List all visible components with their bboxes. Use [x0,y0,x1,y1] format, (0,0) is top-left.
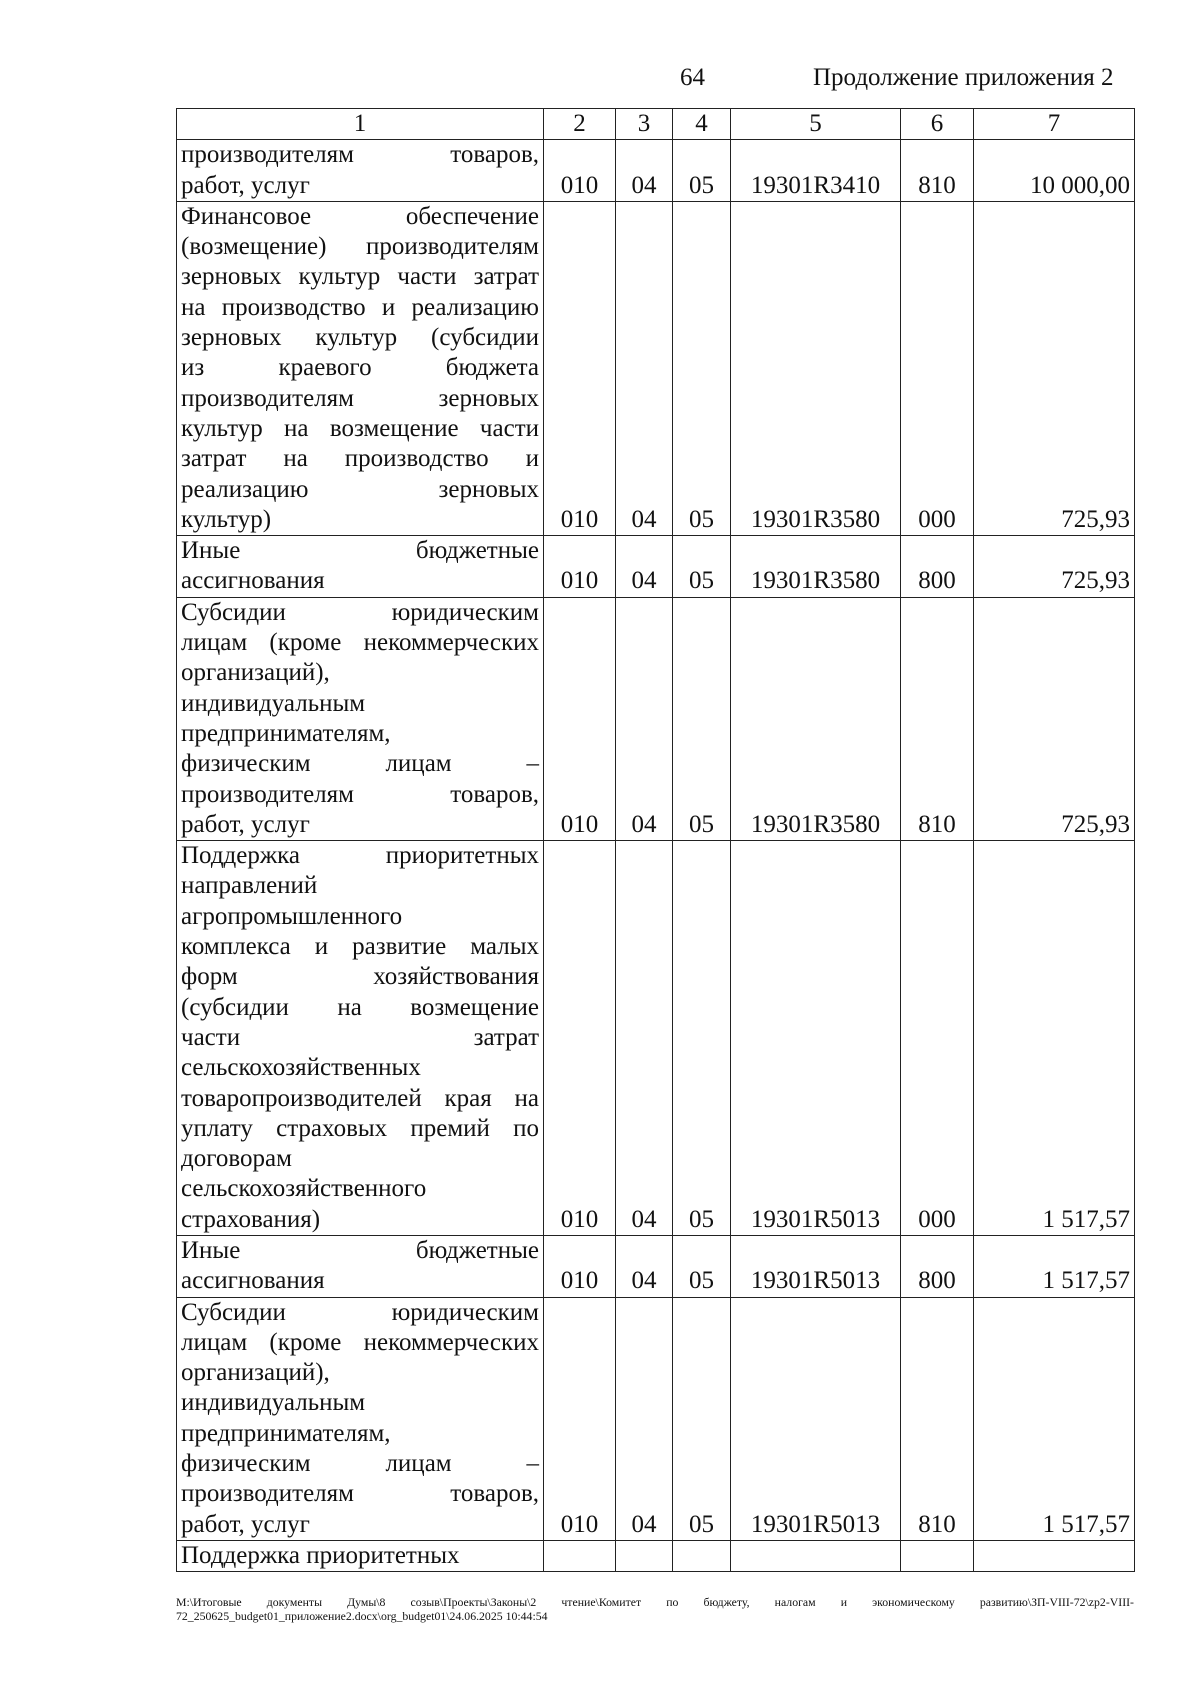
expense-type-cell: 800 [901,536,974,598]
table-row [177,1235,1135,1297]
description-line: ассигнования [181,1267,325,1295]
description-line: производителям зерновых [181,384,539,412]
description-cell [177,841,544,1236]
description-cell [177,1297,544,1540]
description-line: производителям товаров, [181,1480,539,1508]
section-code-cell: 010 [544,140,616,202]
table-row [177,536,1135,598]
amount-cell: 725,93 [974,597,1135,840]
table-row [177,201,1135,535]
section-code-cell: 010 [544,597,616,840]
column-header: 4 [673,109,731,140]
description-line: предпринимателям, [181,719,391,747]
description-line: Субсидии юридическим [181,1298,539,1326]
description-line: договорам [181,1145,292,1173]
description-line: из краевого бюджета [181,354,539,382]
description-line: физическим лицам – [181,1450,539,1478]
expense-type-cell: 810 [901,597,974,840]
description-line: работ, услуг [181,810,310,838]
table-row [177,1297,1135,1540]
section-code-cell: 010 [544,841,616,1236]
description-line: лицам (кроме некоммерческих [181,1328,539,1356]
description-line: части затрат [181,1023,539,1051]
table-row [177,1540,1135,1571]
target-article-cell: 19301R5013 [731,841,901,1236]
description-line: (возмещение) производителям [181,233,539,261]
target-article-cell: 19301R3410 [731,140,901,202]
subsection-code-cell: 05 [673,1235,731,1297]
table-header-row [177,109,1135,140]
description-cell [177,1540,544,1571]
amount-cell: 1 517,57 [974,841,1135,1236]
description-line: работ, услуг [181,1510,310,1538]
section-code-cell: 010 [544,536,616,598]
subsection-code-cell [673,1540,731,1571]
description-line: на производство и реализацию [181,293,539,321]
column-header: 1 [177,109,544,140]
table-row [177,841,1135,1236]
amount-cell: 1 517,57 [974,1235,1135,1297]
expense-type-cell [901,1540,974,1571]
description-line: индивидуальным [181,1389,366,1417]
description-cell [177,201,544,535]
description-line: агропромышленного [181,902,403,930]
subsection-code-cell: 05 [673,140,731,202]
description-cell [177,1235,544,1297]
subsection-code-cell: 05 [673,536,731,598]
subsection-code-cell: 05 [673,841,731,1236]
description-line: Иные бюджетные [181,1236,539,1264]
description-line: сельскохозяйственных [181,1054,421,1082]
expense-type-cell: 800 [901,1235,974,1297]
target-article-cell: 19301R3580 [731,536,901,598]
amount-cell: 1 517,57 [974,1297,1135,1540]
expense-type-cell: 000 [901,841,974,1236]
continuation-label: Продолжение приложения 2 [813,64,1114,91]
description-line: Поддержка приоритетных [181,842,539,870]
section-code-cell [544,1540,616,1571]
description-line: культур) [181,505,272,533]
column-header: 5 [731,109,901,140]
description-line: организаций), [181,1359,330,1387]
description-line: Поддержка приоритетных [181,1541,460,1569]
amount-cell: 725,93 [974,536,1135,598]
column-header: 7 [974,109,1135,140]
description-line: работ, услуг [181,171,310,199]
chapter-code-cell: 04 [616,1297,673,1540]
chapter-code-cell: 04 [616,201,673,535]
section-code-cell: 010 [544,1297,616,1540]
chapter-code-cell [616,1540,673,1571]
amount-cell [974,1540,1135,1571]
section-code-cell: 010 [544,201,616,535]
target-article-cell [731,1540,901,1571]
section-code-cell: 010 [544,1235,616,1297]
chapter-code-cell: 04 [616,841,673,1236]
description-line: физическим лицам – [181,750,539,778]
description-cell [177,597,544,840]
chapter-code-cell: 04 [616,536,673,598]
table-row [177,140,1135,202]
target-article-cell: 19301R5013 [731,1235,901,1297]
description-line: (субсидии на возмещение [181,993,539,1021]
description-cell [177,536,544,598]
description-line: уплату страховых премий по [181,1114,539,1142]
description-line: предпринимателям, [181,1419,391,1447]
description-line: производителям товаров, [181,780,539,808]
expense-type-cell: 000 [901,201,974,535]
chapter-code-cell: 04 [616,1235,673,1297]
chapter-code-cell: 04 [616,140,673,202]
column-header: 3 [616,109,673,140]
file-path-footer: M:\Итоговые документы Думы\8 созыв\Проекты\Законы\2 чтение\Комитет по бюджету, налогам и экономическому развитию\ЗП-VIII-72\zp2-VIII-72_250625_budget01_приложение2.docx\org_budget01\24.06.2025 10:44:54 [176,1595,1134,1623]
target-article-cell: 19301R5013 [731,1297,901,1540]
description-line: Субсидии юридическим [181,598,539,626]
description-line: индивидуальным [181,689,366,717]
target-article-cell: 19301R3580 [731,201,901,535]
subsection-code-cell: 05 [673,597,731,840]
page-number: 64 [680,64,705,91]
description-line: Иные бюджетные [181,537,539,565]
amount-cell: 725,93 [974,201,1135,535]
description-line: форм хозяйствования [181,963,539,991]
column-header: 6 [901,109,974,140]
budget-table [176,108,1135,1572]
expense-type-cell: 810 [901,140,974,202]
table-row [177,597,1135,840]
subsection-code-cell: 05 [673,201,731,535]
description-line: товаропроизводителей края на [181,1084,539,1112]
chapter-code-cell: 04 [616,597,673,840]
column-header: 2 [544,109,616,140]
amount-cell: 10 000,00 [974,140,1135,202]
description-line: страхования) [181,1205,321,1233]
subsection-code-cell: 05 [673,1297,731,1540]
description-line: комплекса и развитие малых [181,933,539,961]
description-line: сельскохозяйственного [181,1175,427,1203]
description-line: направлений [181,872,318,900]
expense-type-cell: 810 [901,1297,974,1540]
description-line: лицам (кроме некоммерческих [181,629,539,657]
description-line: зерновых культур (субсидии [181,324,539,352]
description-line: Финансовое обеспечение [181,202,539,230]
target-article-cell: 19301R3580 [731,597,901,840]
description-line: культур на возмещение части [181,414,539,442]
description-line: организаций), [181,659,330,687]
description-cell [177,140,544,202]
description-line: реализацию зерновых [181,475,539,503]
description-line: производителям товаров, [181,141,539,169]
description-line: зерновых культур части затрат [181,263,539,291]
description-line: ассигнования [181,567,325,595]
description-line: затрат на производство и [181,445,539,473]
